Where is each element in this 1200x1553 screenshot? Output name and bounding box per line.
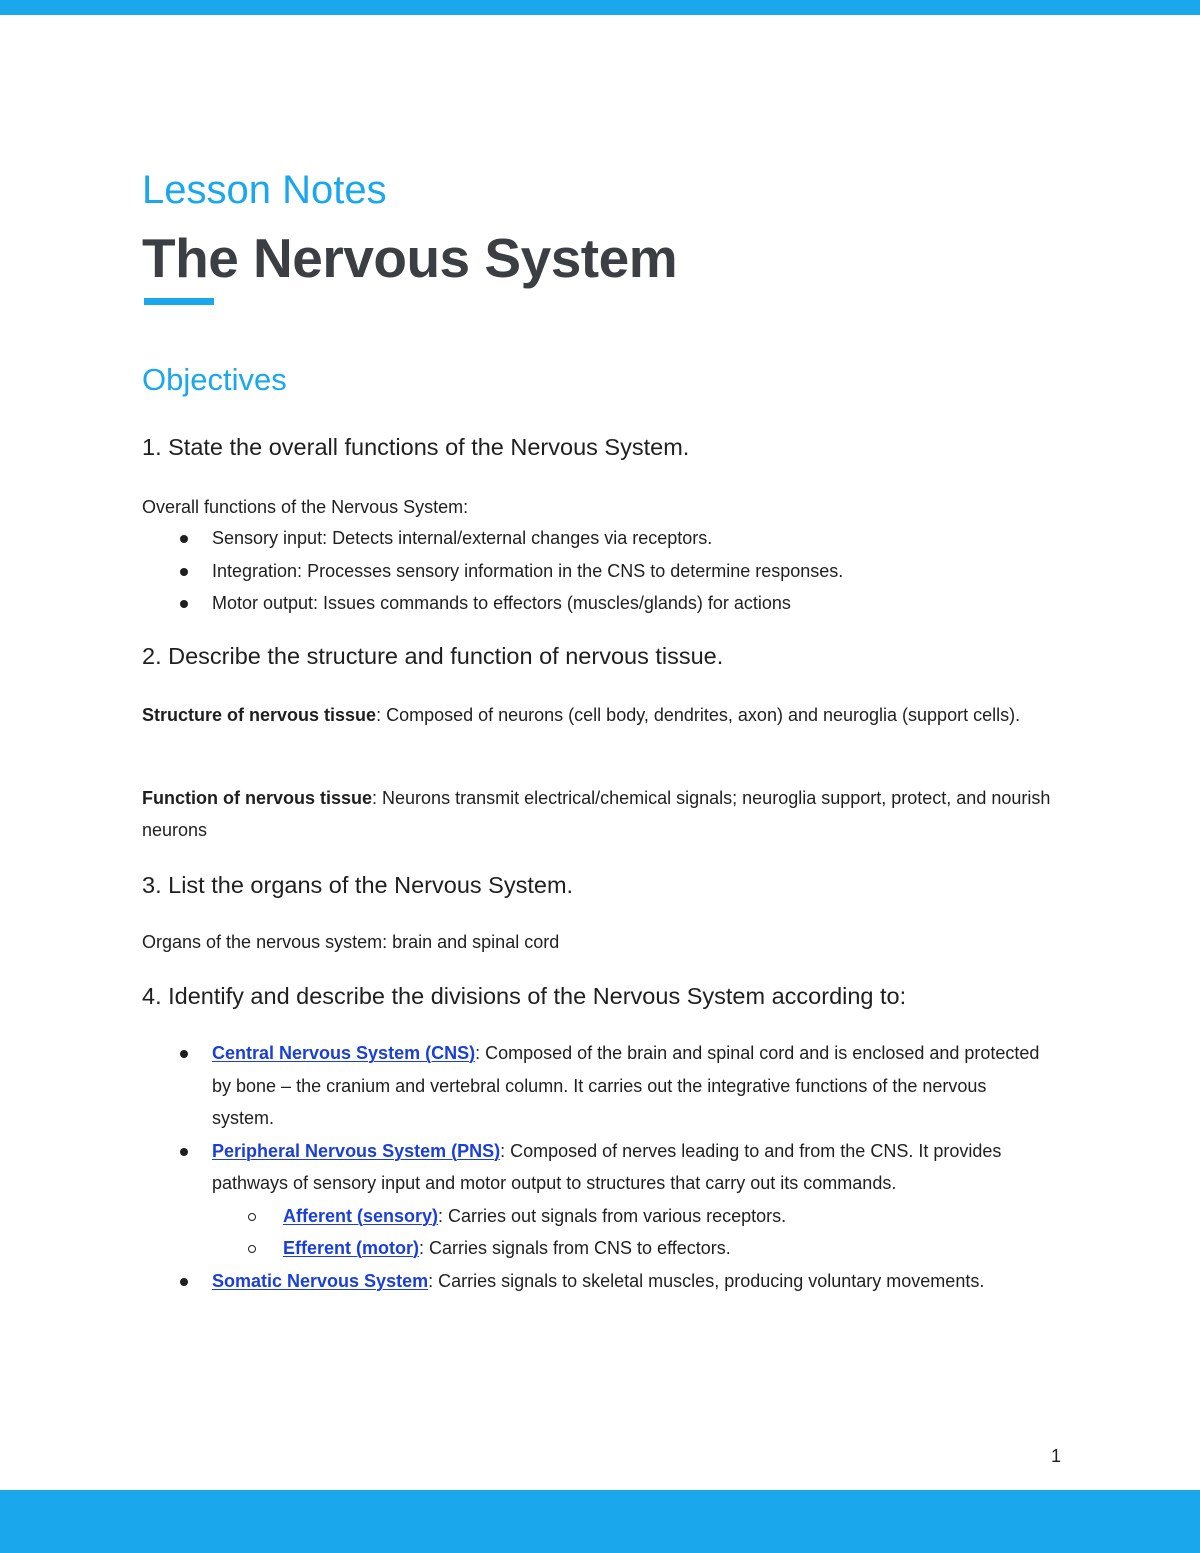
objective-1-heading: 1. State the overall functions of the Nervous System. bbox=[142, 434, 690, 460]
cns-text: : Composed of the brain and spinal cord and is enclosed and protected by bone – the cranium and vertebral column. It carries out the integrative functions of the nervous system. bbox=[212, 1043, 1040, 1128]
objective-4-heading: 4. Identify and describe the divisions of the Nervous System according to: bbox=[142, 983, 907, 1009]
efferent-text: : Carries signals from CNS to effectors. bbox=[419, 1238, 731, 1258]
list-item-cns bbox=[142, 1037, 1052, 1135]
list-item: Motor output: Issues commands to effectors (muscles/glands) for actions bbox=[142, 587, 1052, 620]
afferent-text: : Carries out signals from various receptors. bbox=[438, 1205, 787, 1226]
list-item-somatic bbox=[142, 1265, 1052, 1298]
pns-sublist bbox=[212, 1200, 1052, 1265]
structure-label: Structure of nervous tissue bbox=[142, 705, 377, 725]
structure-paragraph bbox=[142, 699, 1052, 731]
pns-text: : Composed of nerves leading to and from the CNS. It provides pathways of sensory input and motor output to structures that carry out its commands. bbox=[212, 1140, 1002, 1193]
function-paragraph bbox=[142, 782, 1052, 846]
somatic-term-link[interactable]: Somatic Nervous System bbox=[212, 1270, 429, 1291]
title-underline-rule bbox=[144, 298, 214, 305]
objective-1-intro: Overall functions of the Nervous System: bbox=[142, 497, 469, 517]
list-item: Sensory input: Detects internal/external changes via receptors. bbox=[142, 522, 1052, 555]
list-item-pns bbox=[142, 1135, 1052, 1265]
efferent-term-link[interactable]: Efferent (motor) bbox=[283, 1238, 419, 1258]
organs-paragraph: Organs of the nervous system: brain and spinal cord bbox=[142, 932, 560, 952]
objective-2-heading: 2. Describe the structure and function of nervous tissue. bbox=[142, 643, 724, 669]
divisions-list bbox=[142, 1037, 1052, 1297]
objective-1-list bbox=[142, 522, 1052, 620]
sublist-item-efferent bbox=[212, 1232, 1052, 1265]
structure-text: : Composed of neurons (cell body, dendrites, axon) and neuroglia (support cells). bbox=[376, 705, 1021, 725]
list-item: Integration: Processes sensory information in the CNS to determine responses. bbox=[142, 555, 1052, 588]
objective-3-heading: 3. List the organs of the Nervous System. bbox=[142, 872, 574, 898]
afferent-term-link[interactable]: Afferent (sensory) bbox=[283, 1205, 439, 1226]
page-number: 1 bbox=[1051, 1446, 1062, 1466]
top-accent-bar bbox=[0, 0, 1200, 15]
section-heading-objectives: Objectives bbox=[142, 362, 287, 397]
bottom-accent-bar bbox=[0, 1490, 1200, 1553]
pns-term-link[interactable]: Peripheral Nervous System (PNS) bbox=[212, 1140, 501, 1161]
cns-term-link[interactable]: Central Nervous System (CNS) bbox=[212, 1043, 476, 1063]
function-text: : Neurons transmit electrical/chemical signals; neuroglia support, protect, and nourish neurons bbox=[142, 788, 1051, 840]
function-label: Function of nervous tissue bbox=[142, 788, 373, 808]
document-title: The Nervous System bbox=[142, 227, 678, 289]
somatic-text: : Carries signals to skeletal muscles, producing voluntary movements. bbox=[428, 1270, 985, 1291]
sublist-item-afferent bbox=[212, 1200, 1052, 1233]
document-kicker: Lesson Notes bbox=[142, 168, 387, 212]
